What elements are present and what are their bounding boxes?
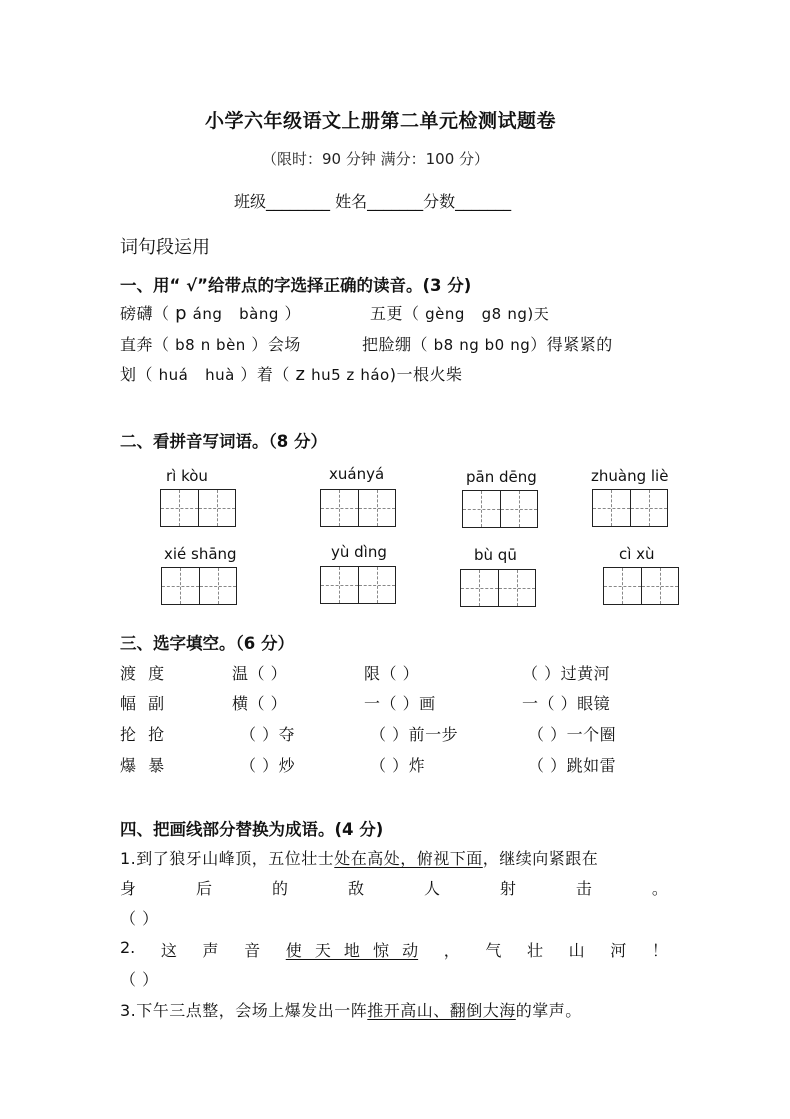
- q1-item-5: 划（ huá huà ）着（ z hu5 z háo)一根火柴: [120, 364, 463, 385]
- underlined-phrase: 推开高山、翻倒大海: [367, 1001, 516, 1020]
- writing-grid[interactable]: [603, 567, 679, 605]
- q3-row-2-chars: 幅 副: [120, 694, 165, 713]
- underlined-phrase: 使 天 地 惊 动: [285, 941, 419, 960]
- q3-row-1-b: 限（ ）: [364, 664, 420, 683]
- pinyin-label: xuányá: [329, 465, 385, 483]
- writing-grid[interactable]: [592, 489, 668, 527]
- q2-heading: 二、看拼音写词语。（8 分）: [120, 432, 327, 451]
- time-score-note: （限时：90 分钟 满分：100 分）: [262, 150, 490, 168]
- section-label: 词句段运用: [120, 237, 210, 258]
- q4-heading: 四、把画线部分替换为成语。(4 分): [120, 820, 384, 839]
- q1-item-4: 把脸绷（ b8 ng b0 ng）得紧紧的: [362, 335, 613, 354]
- q1-item-2: 五更（ gèng g8 ng)天: [370, 304, 550, 323]
- student-info-line: 班级________ 姓名_______分数_______: [234, 192, 512, 211]
- pinyin-label: cì xù: [619, 545, 655, 563]
- writing-grid[interactable]: [462, 490, 538, 528]
- writing-grid[interactable]: [161, 567, 237, 605]
- q3-row-4-c: （ ）跳如雷: [528, 756, 617, 775]
- q3-row-4-b: （ ）炸: [370, 756, 426, 775]
- underlined-phrase: 处在高处，俯视下面: [334, 849, 483, 868]
- pinyin-label: bù qū: [474, 546, 517, 564]
- q3-row-4-chars: 爆 暴: [120, 756, 165, 775]
- answer-blank[interactable]: （ ）: [120, 909, 159, 928]
- pinyin-label: yù dìng: [331, 543, 387, 561]
- answer-blank[interactable]: （ ）: [120, 970, 159, 989]
- q3-heading: 三、选字填空。（6 分）: [120, 634, 294, 653]
- pinyin-label: rì kòu: [166, 467, 208, 485]
- q3-row-3-b: （ ）前一步: [370, 725, 459, 744]
- q3-row-3-c: （ ）一个圈: [528, 725, 617, 744]
- q3-row-4-a: （ ）炒: [240, 756, 296, 775]
- pinyin-label: pān dēng: [466, 468, 537, 486]
- q1-item-3: 直奔（ b8 n bèn ）会场: [120, 335, 301, 354]
- q1-item-1: 磅礴（ p áng bàng ）: [120, 303, 301, 324]
- q3-row-3-a: （ ）夺: [240, 725, 296, 744]
- q1-heading: 一、用“ √”给带点的字选择正确的读音。(3 分): [120, 276, 472, 295]
- q3-row-2-a: 横（ ）: [232, 694, 288, 713]
- writing-grid[interactable]: [320, 566, 396, 604]
- q3-row-1-a: 温（ ）: [232, 664, 288, 683]
- q4-sentence-1: 1.到了狼牙山峰顶，五位壮士处在高处，俯视下面，继续向紧跟在: [120, 849, 599, 868]
- q3-row-3-chars: 抡 抢: [120, 725, 165, 744]
- q4-sentence-2: 2. 这 声 音 使 天 地 惊 动 ， 气 壮 山 河 ！: [120, 938, 668, 960]
- q3-row-2-b: 一（ ）画: [364, 694, 436, 713]
- q4-sentence-1-line-2: 身 后 的 敌 人 射 击 。: [120, 879, 668, 898]
- q3-row-1-c: （ ）过黄河: [522, 664, 611, 683]
- writing-grid[interactable]: [160, 489, 236, 527]
- pinyin-label: xié shāng: [164, 545, 237, 563]
- q3-row-1-chars: 渡 度: [120, 664, 165, 683]
- q3-row-2-c: 一（ ）眼镜: [522, 694, 611, 713]
- pinyin-label: zhuàng liè: [591, 467, 669, 485]
- writing-grid[interactable]: [460, 569, 536, 607]
- writing-grid[interactable]: [320, 489, 396, 527]
- page-title: 小学六年级语文上册第二单元检测试题卷: [205, 110, 557, 132]
- q4-sentence-3: 3.下午三点整，会场上爆发出一阵推开高山、翻倒大海的掌声。: [120, 1001, 582, 1020]
